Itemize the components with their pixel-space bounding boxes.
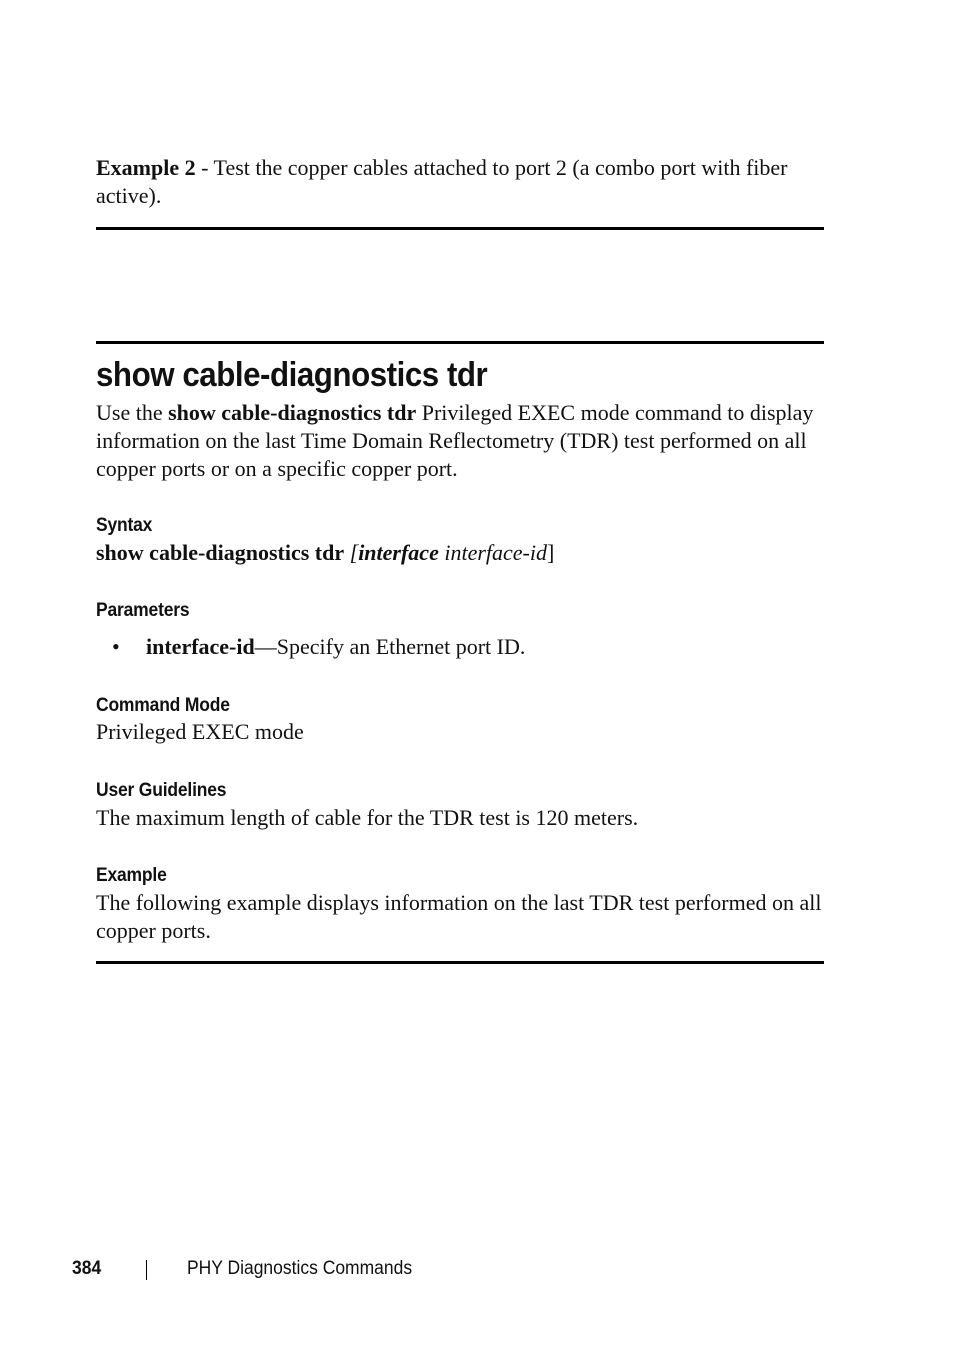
syntax-open: [ <box>344 540 359 565</box>
example2-paragraph <box>96 154 824 210</box>
intro-suffix: Privileged EXEC mode command to display information on the last Time Domain Reflectometry (TDR) test performed on all copper ports or on a specific copper port. <box>96 400 814 481</box>
command-mode-text: Privileged EXEC mode <box>96 719 304 744</box>
syntax-keyword: interface <box>358 540 439 565</box>
page-title: show cable-diagnostics tdr <box>96 356 488 394</box>
parameter-text <box>146 633 525 661</box>
syntax-line <box>96 539 824 567</box>
bullet-icon: • <box>112 634 120 659</box>
parameters-heading: Parameters <box>96 600 190 621</box>
parameter-desc: —Specify an Ethernet port ID. <box>254 634 526 659</box>
example2-text: - Test the copper cables attached to port 2 (a combo port with fiber active). <box>96 155 788 208</box>
footer-separator <box>146 1260 147 1280</box>
intro-command: show cable-diagnostics tdr <box>168 400 417 425</box>
syntax-command: show cable-diagnostics tdr <box>96 540 345 565</box>
intro-prefix: Use the <box>96 400 169 425</box>
user-guidelines-text: The maximum length of cable for the TDR test is 120 meters. <box>96 805 639 830</box>
divider-top <box>96 227 824 230</box>
syntax-heading: Syntax <box>96 515 153 536</box>
syntax-close: ] <box>546 540 555 565</box>
page-number: 384 <box>72 1258 102 1279</box>
divider-bottom <box>96 961 824 964</box>
example-text: The following example displays information on the last TDR test performed on all copper ports. <box>96 890 822 943</box>
example2-label: Example 2 <box>96 155 196 180</box>
intro-paragraph <box>96 399 824 483</box>
command-mode-heading: Command Mode <box>96 695 230 716</box>
divider-section <box>96 341 824 344</box>
syntax-arg: interface-id <box>444 540 547 565</box>
parameter-item <box>0 633 954 661</box>
user-guidelines-heading: User Guidelines <box>96 780 227 801</box>
footer-chapter: PHY Diagnostics Commands <box>187 1258 413 1279</box>
example-heading: Example <box>96 865 167 886</box>
parameter-name: interface-id <box>146 634 255 659</box>
